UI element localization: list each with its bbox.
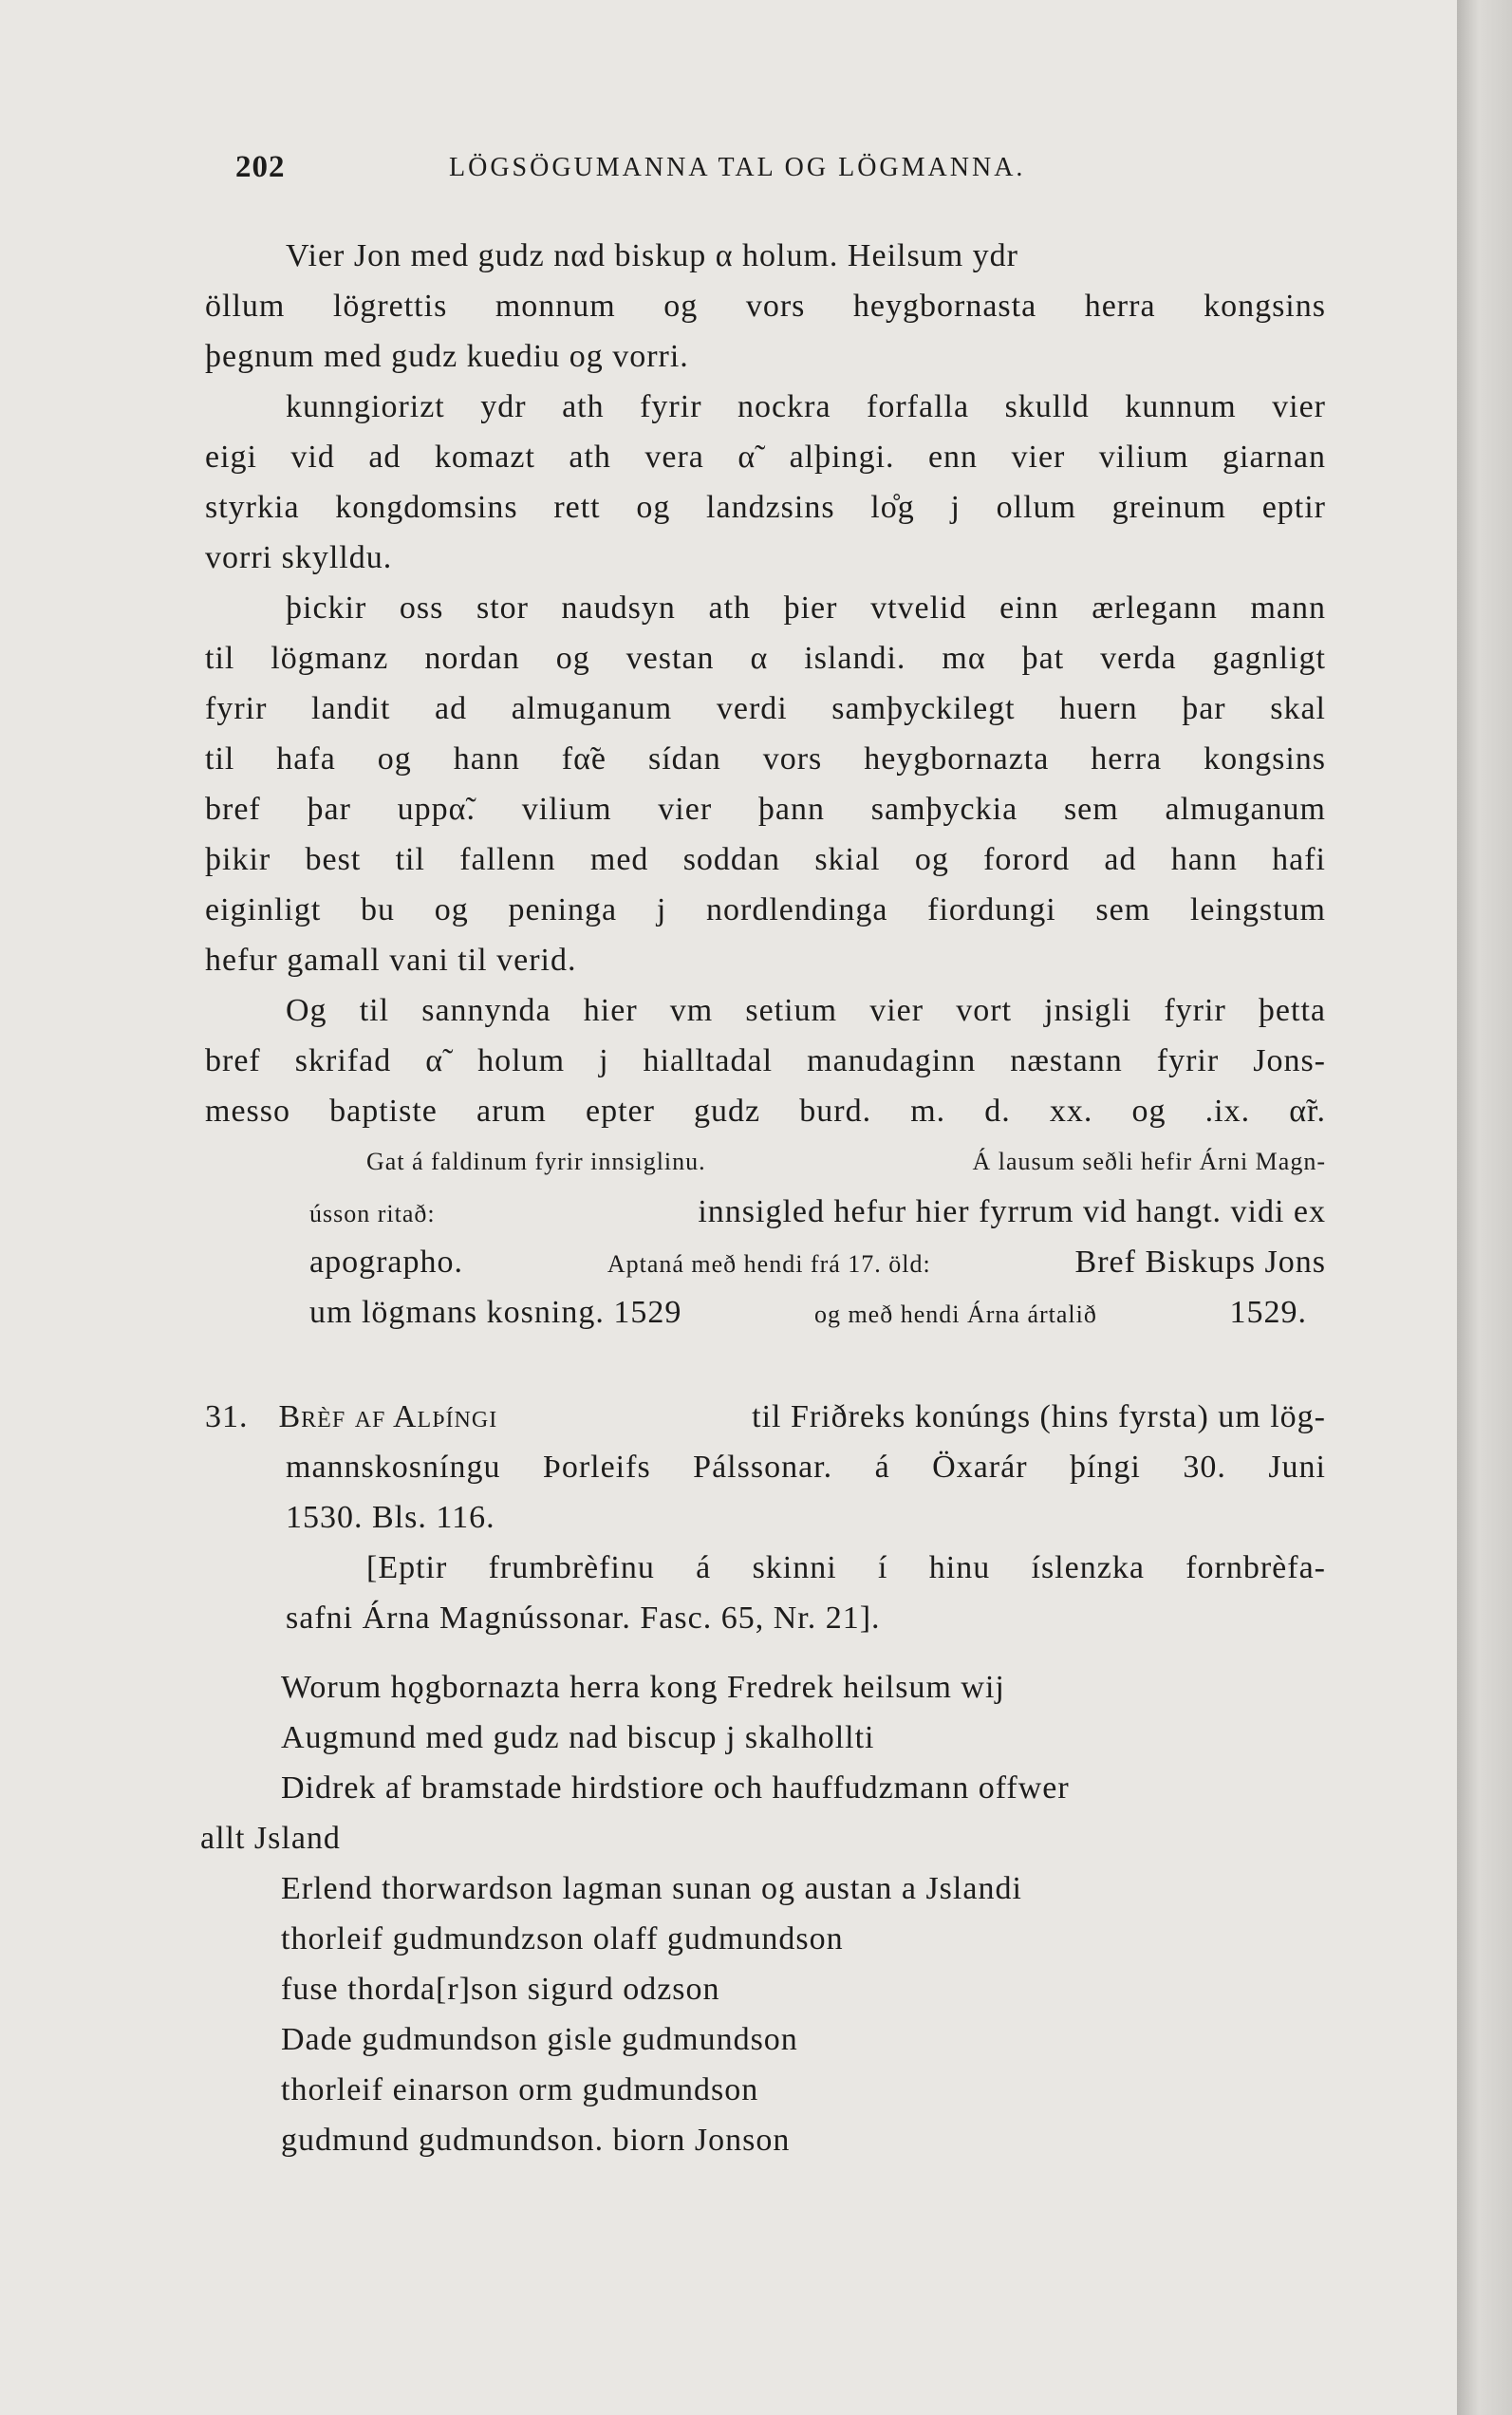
note-text: innsigled hefur hier fyrrum vid hangt. vidi ex <box>698 1194 1326 1229</box>
text-line: Dade gudmundson gisle gudmundson <box>281 2022 798 2057</box>
text-line: fyrir landit ad almuganum verdi samþyckilegt huern þar skal <box>205 691 1326 726</box>
source-line: safni Árna Magnússonar. Fasc. 65, Nr. 21]. <box>286 1601 881 1636</box>
source-line: [Eptir frumbrèfinu á skinni í hinu íslenzka fornbrèfa- <box>366 1550 1326 1585</box>
doc-title-smallcaps: Brèf af Alþíngi <box>278 1399 498 1434</box>
text-line: þikir best til fallenn med soddan skial og forord ad hann hafi <box>205 842 1326 877</box>
page-number: 202 <box>235 150 286 184</box>
doc-number: 31. <box>205 1399 249 1434</box>
text-line: til lögmanz nordan og vestan α islandi. mα þat verda gagnligt <box>205 641 1326 676</box>
text-line: styrkia kongdomsins rett og landzsins lo̊g j ollum greinum eptir <box>205 490 1326 525</box>
text-line: Worum hǫgbornazta herra kong Fredrek heilsum wij <box>281 1670 1005 1705</box>
text-line: gudmund gudmundson. biorn Jonson <box>281 2123 791 2158</box>
text-line: allt Jsland <box>200 1821 341 1856</box>
note-line <box>309 1289 1307 1339</box>
text-line: thorleif gudmundzson olaff gudmundson <box>281 1921 844 1956</box>
text-line: bref þar uppα̃. vilium vier þann samþyckia sem almuganum <box>205 792 1326 827</box>
note-line <box>309 1239 1326 1288</box>
text-line: Erlend thorwardson lagman sunan og austan a Jslandi <box>281 1871 1022 1906</box>
note-text: apographo. <box>309 1245 464 1280</box>
doc-title-line: 1530. Bls. 116. <box>286 1500 495 1535</box>
text-line: til hafa og hann fα̃e sídan vors heygbornazta herra kongsins <box>205 741 1326 777</box>
text-line: eiginligt bu og peninga j nordlendinga fiordungi sem leingstum <box>205 892 1326 927</box>
text-line: Og til sannynda hier vm setium vier vort jnsigli fyrir þetta <box>286 993 1326 1028</box>
text-line: Augmund med gudz nad biscup j skalhollti <box>281 1720 875 1755</box>
note-text: 1529. <box>1229 1295 1307 1330</box>
note-text: Aptaná með hendi frá 17. öld: <box>607 1250 931 1278</box>
text-line: þegnum med gudz kuediu og vorri. <box>205 339 689 374</box>
text-line: eigi vid ad komazt ath vera α̃ alþingi. enn vier vilium giarnan <box>205 440 1326 475</box>
text-line: messo baptiste arum epter gudz burd. m. d. xx. og .ix. α̃r. <box>205 1094 1326 1129</box>
note-text: Á lausum seðli hefir Árni Magn- <box>972 1148 1326 1175</box>
note-line <box>366 1138 1326 1188</box>
text-line: kunngiorizt ydr ath fyrir nockra forfalla skulld kunnum vier <box>286 389 1326 424</box>
text-line: þickir oss stor naudsyn ath þier vtvelid einn ærlegann mann <box>286 590 1326 626</box>
note-text: Bref Biskups Jons <box>1074 1245 1326 1280</box>
doc-title-rest: til Friðreks konúngs (hins fyrsta) um lög- <box>752 1399 1326 1434</box>
text-line: Didrek af bramstade hirdstiore och hauffudzmann offwer <box>281 1770 1070 1806</box>
running-title: LÖGSÖGUMANNA TAL OG LÖGMANNA. <box>449 153 1026 182</box>
text-line: bref skrifad α̃ holum j hialltadal manudaginn næstann fyrir Jons- <box>205 1043 1326 1078</box>
page-edge <box>1457 0 1512 2415</box>
doc-title-line <box>205 1394 1326 1443</box>
doc-title <box>279 1394 1327 1443</box>
note-text: ússon ritað: <box>309 1200 436 1227</box>
doc-title-line: mannskosníngu Þorleifs Pálssonar. á Öxarár þíngi 30. Juni <box>286 1450 1326 1485</box>
text-line: thorleif einarson orm gudmundson <box>281 2072 759 2107</box>
text-line: hefur gamall vani til verid. <box>205 943 577 978</box>
text-line: öllum lögrettis monnum og vors heygbornasta herra kongsins <box>205 289 1326 324</box>
note-text: og með hendi Árna ártalið <box>813 1301 1097 1328</box>
text-line: vorri skylldu. <box>205 540 393 575</box>
note-text: um lögmans kosning. 1529 <box>309 1295 682 1330</box>
text-line: fuse thorda[r]son sigurd odzson <box>281 1972 720 2007</box>
note-text: Gat á faldinum fyrir innsiglinu. <box>366 1148 706 1175</box>
note-line <box>309 1189 1326 1238</box>
page-header <box>235 150 1327 197</box>
text-line: Vier Jon med gudz nαd biskup α holum. Heilsum ydr <box>286 238 1018 273</box>
